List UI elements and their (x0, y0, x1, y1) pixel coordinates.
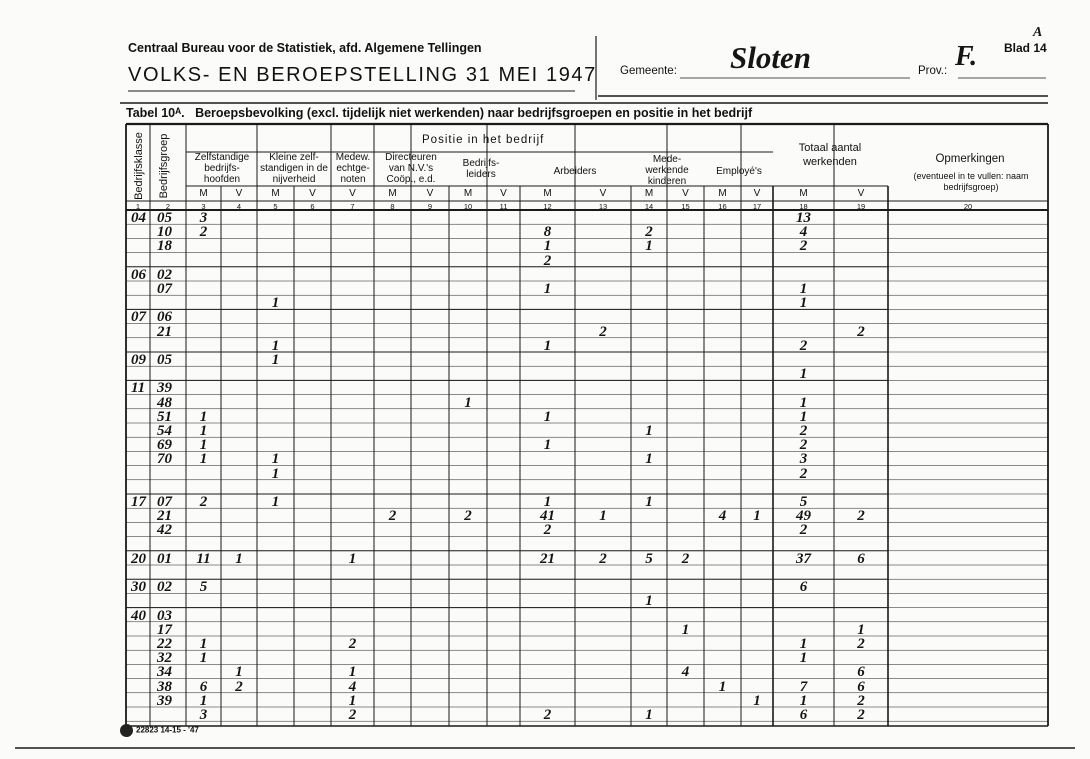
cell-col-18: 1 (799, 281, 808, 297)
cell-col-18: 2 (799, 522, 808, 539)
bedrijfsklasse-code: 30 (131, 579, 146, 596)
bedrijfsgroep-code: 02 (157, 266, 172, 283)
cell-col-14: 5 (645, 550, 653, 567)
cell-col-3: 3 (199, 210, 208, 226)
cell-col-7: 2 (348, 636, 357, 652)
col-15-sex-label: V (682, 188, 689, 199)
cell-col-19: 2 (857, 692, 865, 709)
bedrijfsgroep-code: 21 (157, 508, 172, 525)
prov-label: Prov.: (918, 65, 948, 77)
col-16-sex-label: M (718, 188, 727, 199)
cell-col-5: 1 (271, 295, 280, 312)
bedrijfsklasse-code: 09 (131, 352, 146, 368)
bedrijfsgroep-code: 05 (157, 352, 172, 368)
cell-col-3: 1 (199, 650, 208, 667)
bedrijfsgroep-code: 42 (157, 522, 172, 539)
cell-col-18: 5 (799, 494, 808, 510)
cell-col-8: 2 (388, 508, 397, 525)
cell-col-12: 1 (543, 281, 552, 297)
cell-col-18: 1 (799, 636, 808, 652)
cell-col-12: 1 (543, 437, 552, 454)
cell-col-3: 2 (199, 224, 208, 241)
cell-col-5: 1 (271, 352, 280, 368)
cell-col-3: 1 (199, 408, 208, 425)
column-number: 2 (165, 202, 171, 211)
cell-col-7: 1 (348, 692, 357, 709)
bedrijfsklasse-code: 06 (131, 266, 146, 283)
bedrijfsgroep-code: 03 (157, 607, 172, 624)
bedrijfsklasse-code: 20 (131, 550, 146, 567)
cell-col-7: 1 (348, 664, 357, 681)
cell-col-12: 1 (543, 494, 552, 510)
cell-col-13: 2 (599, 550, 607, 567)
cell-col-15: 1 (681, 621, 690, 638)
bedrijfsgroep-code: 07 (157, 494, 172, 510)
cell-col-19: 6 (857, 678, 865, 695)
col-employes: Employé's (716, 166, 762, 177)
column-number: 17 (752, 202, 762, 211)
cell-col-18: 13 (796, 210, 811, 226)
col-positie: Positie in het bedrijf (422, 134, 545, 146)
column-number: 16 (718, 202, 727, 211)
cell-col-18: 1 (799, 366, 808, 383)
cell-col-15: 2 (681, 550, 690, 567)
cell-col-18: 3 (799, 451, 808, 468)
cell-col-3: 2 (199, 494, 208, 510)
column-number: 4 (236, 202, 242, 211)
bedrijfsgroep-code: 51 (157, 408, 172, 425)
col-6-sex-label: V (309, 188, 316, 199)
cell-col-7: 2 (348, 707, 357, 723)
bedrijfsgroep-code: 38 (157, 678, 172, 695)
cell-col-12: 1 (543, 408, 552, 425)
cell-col-4: 1 (235, 550, 243, 567)
cell-col-5: 1 (271, 337, 280, 354)
cell-col-14: 1 (645, 593, 653, 610)
col-7-sex-label: V (349, 188, 356, 199)
column-number: 11 (499, 202, 508, 211)
col-kleine: Kleine zelf- standigen in de nijverheid (260, 152, 328, 185)
cell-col-19: 6 (857, 550, 865, 567)
bedrijfsklasse-code: 40 (131, 607, 146, 624)
cell-col-10: 1 (464, 394, 472, 411)
bedrijfsgroep-code: 18 (157, 238, 172, 255)
col-19-sex-label: V (857, 188, 865, 199)
cell-col-19: 6 (857, 664, 865, 681)
column-number: 1 (135, 202, 141, 211)
cell-col-10: 2 (464, 508, 472, 525)
cell-col-18: 6 (799, 707, 808, 723)
cell-col-14: 1 (645, 423, 653, 439)
form-code: 22823 14-15 - '47 (136, 725, 199, 735)
cell-col-14: 1 (645, 451, 653, 468)
column-number: 9 (427, 202, 433, 211)
col-opmerkingen: Opmerkingen (935, 153, 1005, 165)
cell-col-12: 2 (543, 252, 552, 269)
col-totaal: Totaal aantal werkenden (798, 142, 862, 168)
blad-number: 14 (1033, 41, 1047, 55)
bedrijfsgroep-code: 69 (157, 437, 172, 454)
cell-col-18: 37 (796, 550, 811, 567)
cell-col-12: 8 (543, 224, 552, 241)
col-bedrijfsleiders: Bedrijfs- leiders (462, 158, 500, 180)
bedrijfsgroep-code: 48 (157, 394, 172, 411)
cell-col-5: 1 (271, 465, 280, 482)
cell-col-3: 6 (199, 678, 208, 695)
form-title: VOLKS- EN BEROEPSTELLING 31 MEI 1947 (128, 64, 597, 86)
column-number: 12 (543, 202, 552, 211)
cell-col-14: 1 (645, 707, 653, 723)
bedrijfsgroep-code: 39 (157, 692, 172, 709)
bedrijfsklasse-code: 04 (131, 210, 146, 226)
cell-col-18: 2 (799, 337, 808, 354)
cell-col-12: 21 (540, 550, 555, 567)
blad-label-text: Blad (1004, 41, 1031, 55)
cell-col-12: 2 (543, 707, 552, 723)
cell-col-19: 2 (857, 323, 865, 340)
col-11-sex-label: V (500, 188, 507, 199)
cell-col-14: 2 (645, 224, 653, 241)
column-number: 19 (856, 202, 866, 211)
cell-col-19: 2 (857, 508, 865, 525)
cell-col-18: 1 (799, 295, 808, 312)
table-label: Tabel 10ᴬ. (126, 106, 185, 120)
col-opmerkingen-sub: (eventueel in te vullen: naam bedrijfsgroep) (913, 171, 1029, 192)
bedrijfsgroep-code: 01 (157, 550, 172, 567)
col-directeuren: Directeuren van N.V.'s Coöp., e.d. (385, 152, 437, 185)
column-number: 13 (598, 202, 608, 211)
cell-col-12: 1 (543, 238, 552, 255)
bedrijfsgroep-code: 34 (157, 664, 172, 681)
cell-col-18: 7 (799, 678, 808, 695)
column-number: 10 (463, 202, 473, 211)
column-number: 14 (644, 202, 654, 211)
column-number: 3 (201, 202, 206, 211)
cell-col-18: 49 (796, 508, 811, 525)
cell-col-13: 2 (599, 323, 607, 340)
cell-col-3: 1 (199, 437, 208, 454)
cell-col-7: 4 (348, 678, 357, 695)
cell-col-15: 4 (681, 664, 690, 681)
cell-col-18: 1 (799, 394, 808, 411)
bedrijfsgroep-code: 54 (157, 423, 172, 439)
cell-col-17: 1 (753, 692, 761, 709)
cell-col-3: 5 (199, 579, 208, 596)
cell-col-18: 2 (799, 437, 808, 454)
cell-col-18: 2 (799, 238, 808, 255)
table-title-text: Beroepsbevolking (excl. tijdelijk niet werkenden) naar bedrijfsgroepen en positie in het bedrijf (195, 106, 753, 120)
col-14-sex-label: M (644, 188, 654, 199)
bedrijfsgroep-code: 17 (157, 621, 172, 638)
bedrijfsklasse-code: 11 (131, 380, 146, 397)
col-3-sex-label: M (199, 188, 208, 199)
cell-col-14: 1 (645, 238, 653, 255)
col-10-sex-label: M (463, 188, 473, 199)
col-13-sex-label: V (599, 188, 607, 199)
cell-col-7: 1 (348, 550, 357, 567)
column-number: 6 (310, 202, 315, 211)
cell-col-18: 1 (799, 408, 808, 425)
cell-col-3: 3 (199, 707, 208, 723)
blad-mark: A (1033, 25, 1043, 40)
prov-value: F. (955, 41, 978, 72)
cell-col-18: 2 (799, 423, 808, 439)
column-number: 5 (273, 202, 278, 211)
cell-col-13: 1 (599, 508, 607, 525)
col-bedrijfsklasse: Bedrijfsklasse (133, 132, 145, 200)
bedrijfsgroep-code: 39 (157, 380, 172, 397)
col-18-sex-label: M (799, 188, 808, 199)
col-9-sex-label: V (426, 188, 434, 199)
cell-col-5: 1 (271, 451, 280, 468)
cell-col-5: 1 (271, 494, 280, 510)
cell-col-3: 1 (199, 692, 208, 709)
cell-col-17: 1 (753, 508, 761, 525)
cell-col-19: 1 (857, 621, 865, 638)
bedrijfsklasse-code: 07 (131, 309, 146, 326)
cell-col-16: 1 (718, 678, 727, 695)
bedrijfsgroep-code: 70 (157, 451, 172, 468)
bedrijfsklasse-code: 17 (131, 494, 146, 510)
cell-col-16: 4 (718, 508, 727, 525)
column-number: 18 (799, 202, 808, 211)
bedrijfsgroep-code: 06 (157, 309, 172, 326)
bureau-line: Centraal Bureau voor de Statistiek, afd. Algemene Tellingen (128, 41, 482, 55)
col-5-sex-label: M (271, 188, 280, 199)
cell-col-3: 1 (199, 451, 208, 468)
col-12-sex-label: M (543, 188, 552, 199)
cell-col-12: 2 (543, 522, 552, 539)
table-title (126, 106, 752, 120)
bedrijfsgroep-code: 21 (157, 323, 172, 340)
bedrijfsgroep-code: 10 (157, 224, 172, 241)
column-number: 8 (390, 202, 395, 211)
cell-col-3: 1 (199, 423, 208, 439)
bedrijfsgroep-code: 22 (157, 636, 172, 652)
cell-col-18: 6 (799, 579, 808, 596)
bedrijfsgroep-code: 02 (157, 579, 172, 596)
cell-col-4: 2 (235, 678, 243, 695)
cell-col-3: 1 (199, 636, 208, 652)
col-zelfstandige: Zelfstandige bedrijfs- hoofden (194, 152, 250, 185)
bedrijfsgroep-code: 07 (157, 281, 172, 297)
cell-col-12: 41 (540, 508, 555, 525)
cell-col-18: 1 (799, 692, 808, 709)
cell-col-4: 1 (235, 664, 243, 681)
col-bedrijfsgroep: Bedrijfsgroep (158, 133, 170, 199)
column-number: 15 (681, 202, 690, 211)
col-8-sex-label: M (388, 188, 397, 199)
bedrijfsgroep-code: 05 (157, 210, 172, 226)
cell-col-14: 1 (645, 494, 653, 510)
cell-col-19: 2 (857, 707, 865, 723)
column-number: 20 (963, 202, 973, 211)
footer-seal-icon (120, 724, 133, 737)
cell-col-18: 2 (799, 465, 808, 482)
gemeente-value: Sloten (730, 40, 811, 75)
cell-col-18: 4 (799, 224, 808, 241)
cell-col-12: 1 (543, 337, 552, 354)
col-4-sex-label: V (235, 188, 243, 199)
col-17-sex-label: V (753, 188, 761, 199)
footer-form-code (120, 724, 199, 737)
column-number: 7 (350, 202, 355, 211)
bedrijfsgroep-code: 32 (157, 650, 172, 667)
cell-col-19: 2 (857, 636, 865, 652)
gemeente-label: Gemeente: (620, 65, 677, 77)
cell-col-18: 1 (799, 650, 808, 667)
cell-col-3: 11 (196, 550, 211, 567)
col-medewerkende: Mede- werkende kinderen (645, 154, 689, 187)
blad-label (1004, 41, 1047, 55)
col-arbeiders: Arbeiders (553, 166, 597, 177)
col-medew: Medew. echtge- noten (335, 152, 371, 185)
